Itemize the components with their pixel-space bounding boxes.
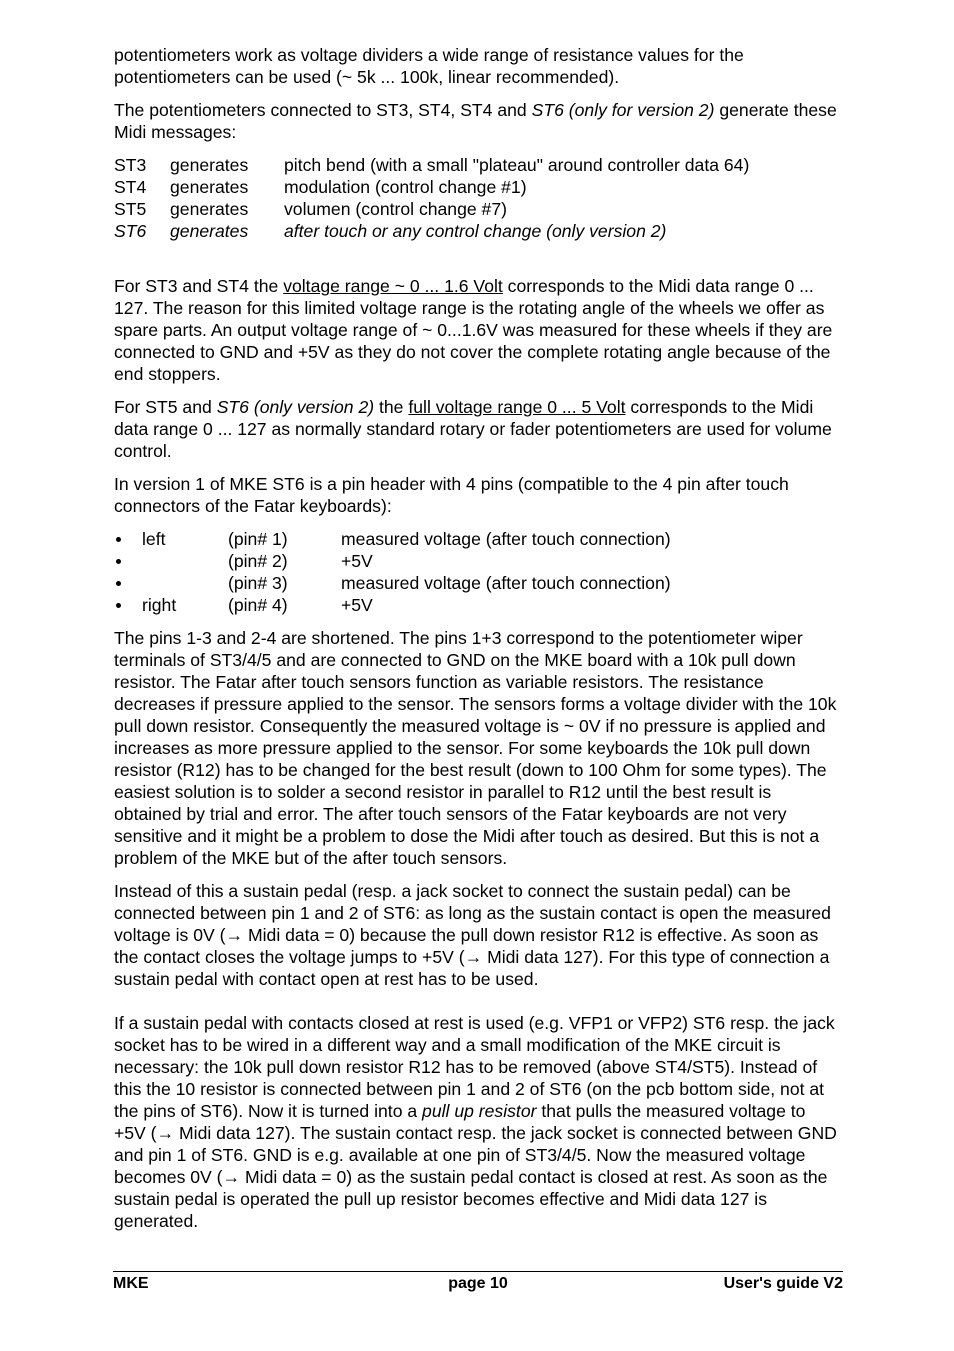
pin-description: +5V — [341, 551, 373, 571]
text: For ST5 and — [114, 397, 217, 417]
table-row — [114, 198, 749, 220]
bullet-icon — [114, 572, 142, 594]
verb: generates — [170, 155, 249, 175]
pin-description: +5V — [341, 595, 373, 615]
list-item — [114, 528, 842, 550]
text: corresponds to the Midi data range 0 ... 127 as normally standard rotary or fader potentiometers are used for volume control. — [114, 397, 832, 461]
text: The potentiometers connected to ST3, ST4, ST4 and — [114, 100, 532, 120]
bullet-icon — [114, 594, 142, 616]
bullet-icon — [114, 550, 142, 572]
table-row — [114, 220, 749, 242]
connector-label: ST5 — [114, 199, 147, 219]
italic-text: ST6 (only version 2) — [216, 397, 375, 417]
footer-left: MKE — [113, 1275, 149, 1292]
page-number: page 10 — [448, 1275, 508, 1292]
table-row — [114, 154, 749, 176]
description: pitch bend (with a small "plateau" around controller data 64) — [284, 155, 750, 175]
description: after touch or any control change (only version 2) — [284, 221, 667, 241]
spacer — [114, 1001, 842, 1012]
footer-right: User's guide V2 — [723, 1275, 843, 1292]
pin-description: measured voltage (after touch connection) — [341, 573, 671, 593]
pin-number: (pin# 1) — [228, 529, 288, 549]
bullet-icon — [114, 528, 142, 550]
paragraph-connected — [114, 99, 842, 143]
paragraph-closed-pedal — [114, 1012, 842, 1232]
pin-side: left — [142, 529, 166, 549]
text: corresponds to the Midi data range 0 ... 127. The reason for this limited voltage range is the rotating angle of the wheels we offer as spare parts. An output voltage range of ~ 0...1.6V was measured for these wheels if they are connected to GND and +5V as they do not cover the complete rotating angle because of the end stoppers. — [114, 276, 833, 384]
paragraph-version1: In version 1 of MKE ST6 is a pin header with 4 pins (compatible to the 4 pin after touch connectors of the Fatar keyboards): — [114, 474, 789, 516]
italic-text: ST6 (only for version 2) — [531, 100, 715, 120]
paragraph-pins: The pins 1-3 and 2-4 are shortened. The pins 1+3 correspond to the potentiometer wiper terminals of ST3/4/5 and are connected to GND on the MKE board with a 10k pull down resistor. The Fatar after touch sensors function as variable resistors. The resistance decreases if pressure applied to the sensor. The sensors forms a voltage divider with the 10k pull down resistor. Consequently the measured voltage is ~ 0V if no pressure is applied and increases as more pressure applied to the sensor. For some keyboards the 10k pull down resistor (R12) has to be changed for the best result (down to 100 Ohm for some types). The easiest solution is to solder a second resistor in parallel to R12 until the best result is obtained by trial and error. The after touch sensors of the Fatar keyboards are not very sensitive and it might be a problem to dose the Midi after touch as desired. But this is not a problem of the MKE but of the after touch sensors. — [114, 628, 837, 868]
generates-table — [114, 154, 749, 242]
verb: generates — [170, 221, 249, 241]
list-item — [114, 572, 842, 594]
pin-side — [142, 550, 228, 572]
verb: generates — [170, 177, 249, 197]
pin-list — [114, 528, 842, 616]
verb: generates — [170, 199, 249, 219]
underlined-text: voltage range ~ 0 ... 1.6 Volt — [283, 276, 503, 296]
connector-label: ST6 — [114, 221, 147, 241]
description: volumen (control change #7) — [284, 199, 507, 219]
page-footer — [113, 1271, 843, 1295]
text: that pulls the measured voltage to +5V (→ Midi data 127). The sustain contact resp. the jack socket is connected between GND and pin 1 of ST6. GND is e.g. available at one pin of ST3/4/5. Now the measured voltage becomes 0V (→ Midi data = 0) as the sustain pedal contact is closed at rest. As soon as the sustain pedal is operated the pull up resistor becomes effective and Midi data 127 is generated. — [114, 1101, 837, 1231]
list-item — [114, 594, 842, 616]
text: For ST3 and ST4 the — [114, 276, 284, 296]
paragraph-range-st5-st6 — [114, 396, 842, 462]
paragraph-intro: potentiometers work as voltage dividers a wide range of resistance values for the potentiometers can be used (~ 5k ... 100k, linear recommended). — [114, 45, 744, 87]
pin-description: measured voltage (after touch connection) — [341, 529, 671, 549]
paragraph-range-st3-st4 — [114, 275, 842, 385]
pin-number: (pin# 4) — [228, 595, 288, 615]
text: generate these Midi messages: — [114, 100, 837, 142]
pin-number: (pin# 3) — [228, 573, 288, 593]
connector-label: ST3 — [114, 155, 147, 175]
pin-side — [142, 572, 228, 594]
document-page — [114, 44, 842, 1243]
underlined-text: full voltage range 0 ... 5 Volt — [408, 397, 626, 417]
paragraph-sustain: Instead of this a sustain pedal (resp. a jack socket to connect the sustain pedal) can be connected between pin 1 and 2 of ST6: as long as the sustain contact is open the measured voltage is 0V (→ Midi data = 0) because the pull down resistor R12 is effective. As soon as the contact closes the voltage jumps to +5V (→ Midi data 127). For this type of connection a sustain pedal with contact open at rest has to be used. — [114, 881, 831, 989]
connector-label: ST4 — [114, 177, 147, 197]
pin-number: (pin# 2) — [228, 551, 288, 571]
list-item — [114, 550, 842, 572]
description: modulation (control change #1) — [284, 177, 527, 197]
text: If a sustain pedal with contacts closed at rest is used (e.g. VFP1 or VFP2) ST6 resp. the jack socket has to be wired in a different way and a small modification of the MKE circuit is necessary: the 10k pull down resistor R12 has to be removed (above ST4/ST5). Instead of this the 10 resistor is connected between pin 1 and 2 of ST6 (on the pcb bottom side, not at the pins of ST6). Now it is turned into a — [114, 1013, 835, 1121]
table-row — [114, 176, 749, 198]
pin-side: right — [142, 595, 177, 615]
text: the — [374, 397, 409, 417]
spacer — [114, 253, 842, 275]
italic-text: pull up resistor — [422, 1101, 537, 1121]
